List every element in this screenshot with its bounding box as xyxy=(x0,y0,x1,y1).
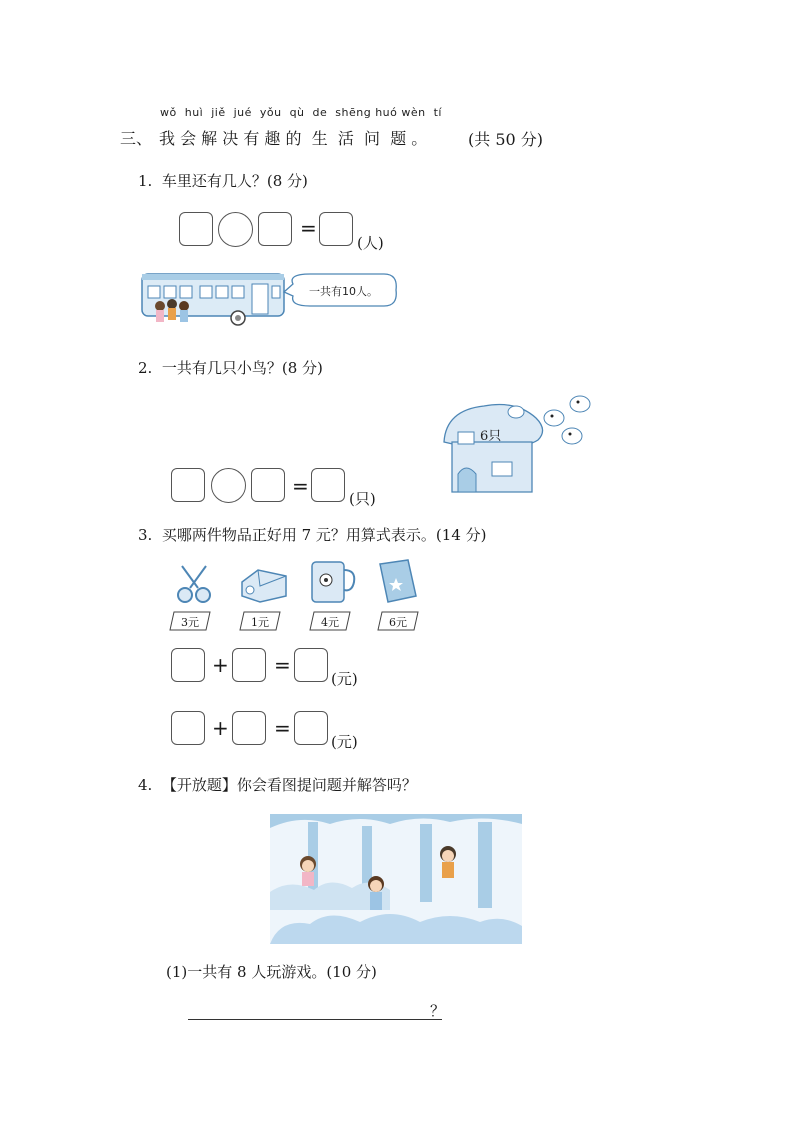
section-score: (共 50 分) xyxy=(468,130,544,149)
result-box[interactable] xyxy=(319,212,353,246)
notebook-icon xyxy=(374,556,422,606)
question-mark: ？ xyxy=(430,1002,446,1020)
sub-question-1-text: (1)一共有 8 人玩游戏。(10 分) xyxy=(166,963,377,981)
price-tag-text: 3元 xyxy=(181,616,199,629)
speech-bubble-text: 一共有10人。 xyxy=(309,285,378,298)
answer-line[interactable] xyxy=(188,1019,442,1020)
equals-sign: = xyxy=(274,716,291,740)
answer-box[interactable] xyxy=(232,648,266,682)
plus-sign: + xyxy=(212,653,229,677)
forest-illustration xyxy=(270,814,522,944)
mug-icon xyxy=(308,558,358,606)
unit-label: (人) xyxy=(357,234,384,252)
section-title: 我 会 解 决 有 趣 的 生 活 问 题 。 xyxy=(159,129,428,148)
result-box[interactable] xyxy=(294,648,328,682)
price-tag-text: 6元 xyxy=(389,616,407,629)
answer-box[interactable] xyxy=(232,711,266,745)
result-box[interactable] xyxy=(311,468,345,502)
unit-label: (元) xyxy=(331,670,358,688)
answer-box[interactable] xyxy=(171,468,205,502)
question-4-text: 4. 【开放题】你会看图提问题并解答吗？ xyxy=(138,776,417,794)
unit-label: (元) xyxy=(331,733,358,751)
question-3-text: 3. 买哪两件物品正好用 7 元？用算式表示。(14 分) xyxy=(138,526,487,544)
answer-box[interactable] xyxy=(171,711,205,745)
answer-box[interactable] xyxy=(171,648,205,682)
unit-label: (只) xyxy=(349,490,376,508)
result-box[interactable] xyxy=(294,711,328,745)
question-2-text: 2. 一共有几只小鸟？(8 分) xyxy=(138,359,323,377)
answer-box[interactable] xyxy=(179,212,213,246)
price-tag-text: 4元 xyxy=(321,616,339,629)
sharpener-icon xyxy=(238,562,290,606)
equals-sign: = xyxy=(274,653,291,677)
section-pinyin: wǒ huì jiě jué yǒu qù de shēng huó wèn tí xyxy=(160,106,442,119)
scissors-icon xyxy=(172,562,216,606)
operator-circle[interactable] xyxy=(218,212,253,247)
equals-sign: = xyxy=(300,216,317,240)
answer-box[interactable] xyxy=(258,212,292,246)
equals-sign: = xyxy=(292,474,309,498)
section-number: 三、 xyxy=(120,129,153,148)
house-label: 6只 xyxy=(480,429,502,444)
bus-illustration xyxy=(138,268,398,330)
plus-sign: + xyxy=(212,716,229,740)
answer-box[interactable] xyxy=(251,468,285,502)
operator-circle[interactable] xyxy=(211,468,246,503)
question-1-text: 1. 车里还有几人？(8 分) xyxy=(138,172,308,190)
bird-house-illustration xyxy=(436,392,611,502)
price-tag-text: 1元 xyxy=(251,616,269,629)
